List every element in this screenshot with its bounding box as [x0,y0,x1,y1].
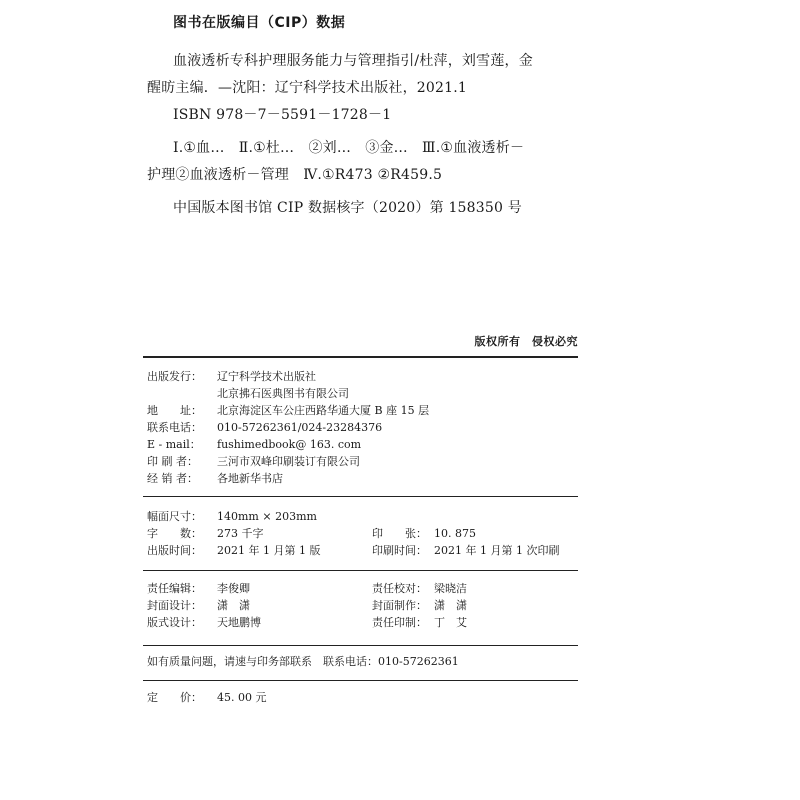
price-row [147,689,577,706]
address-label: 地 址： [147,404,202,417]
sheets-col [372,525,597,542]
editor-label: 责任编辑： [147,582,202,595]
layout-col [147,614,372,631]
cip-classification-line-1: Ⅰ.①血… Ⅱ.①杜… ②刘… ③金… Ⅲ.①血液透析－ [173,140,525,156]
sheets-value: 10. 875 [434,527,476,540]
quality-section [147,653,577,670]
pubtime-label: 出版时间： [147,544,202,557]
staff-section [147,580,577,631]
cover-design-col [147,597,372,614]
words-value: 273 千字 [217,527,264,540]
cover-make-label: 封面制作： [372,599,427,612]
printtime-col [372,542,597,559]
printer-value: 三河市双峰印刷装订有限公司 [217,455,360,468]
printtime-value: 2021 年 1 月第 1 次印刷 [434,544,560,557]
price-section [147,689,577,706]
staff-row-1 [147,580,577,597]
cover-make-value: 潇 潇 [434,599,467,612]
proof-col [372,580,597,597]
publisher-row [147,368,577,385]
phone-value: 010-57262361/024-23284376 [217,421,383,434]
divider-top [143,356,578,358]
format-section [147,508,577,559]
phone-label: 联系电话： [147,421,202,434]
address-row [147,402,577,419]
price-label: 定 价： [147,691,202,704]
words-sheets-row [147,525,577,542]
editor-col [147,580,372,597]
cip-title-line-1: 血液透析专科护理服务能力与管理指引/杜萍，刘雪莲，金 [173,53,533,69]
words-col [147,525,372,542]
layout-label: 版式设计： [147,616,202,629]
sheets-label: 印 张： [372,527,427,540]
publisher-section [147,368,577,487]
email-value: fushimedbook@ 163. com [217,438,362,451]
layout-value: 天地鹏博 [217,616,261,629]
print-resp-value: 丁 艾 [434,616,467,629]
time-row [147,542,577,559]
publisher-value: 辽宁科学技术出版社 [217,370,316,383]
cip-title-line-2: 醒昉主编．—沈阳：辽宁科学技术出版社，2021.1 [147,80,467,96]
editor-value: 李俊卿 [217,582,250,595]
pubtime-col [147,542,372,559]
printtime-label: 印刷时间： [372,544,427,557]
size-row [147,508,577,525]
email-row [147,436,577,453]
publisher-value-2: 北京拂石医典图书有限公司 [217,387,349,400]
proof-label: 责任校对： [372,582,427,595]
printer-row [147,453,577,470]
print-resp-col [372,614,597,631]
divider-staff [143,570,578,571]
quality-notice: 如有质量问题，请速与印务部联系 联系电话：010-57262361 [147,655,459,668]
cip-isbn: ISBN 978－7－5591－1728－1 [173,107,392,123]
email-label: E - mail： [147,438,201,451]
staff-row-2 [147,597,577,614]
cover-make-col [372,597,597,614]
rights-notice: 版权所有 侵权必究 [474,335,578,348]
divider-quality [143,645,578,646]
words-label: 字 数： [147,527,202,540]
divider-price [143,680,578,681]
cover-design-label: 封面设计： [147,599,202,612]
price-value: 45. 00 元 [217,691,267,704]
distributor-value: 各地新华书店 [217,472,283,485]
printer-label: 印 刷 者： [147,455,198,468]
publisher-row-2 [147,385,577,402]
cip-heading: 图书在版编目（CIP）数据 [173,15,346,31]
phone-row [147,419,577,436]
size-value: 140mm × 203mm [217,510,317,523]
distributor-label: 经 销 者： [147,472,198,485]
size-label: 幅面尺寸： [147,510,202,523]
cover-design-value: 潇 潇 [217,599,250,612]
cip-classification-line-2: 护理②血液透析－管理 Ⅳ.①R473 ②R459.5 [147,167,443,183]
distributor-row [147,470,577,487]
print-resp-label: 责任印制： [372,616,427,629]
publisher-label: 出版发行： [147,370,202,383]
staff-row-3 [147,614,577,631]
proof-value: 梁晓洁 [434,582,467,595]
address-value: 北京海淀区车公庄西路华通大厦 B 座 15 层 [217,404,430,417]
cip-record-number: 中国版本图书馆 CIP 数据核字（2020）第 158350 号 [173,200,522,216]
pubtime-value: 2021 年 1 月第 1 版 [217,544,321,557]
divider-format [143,496,578,497]
